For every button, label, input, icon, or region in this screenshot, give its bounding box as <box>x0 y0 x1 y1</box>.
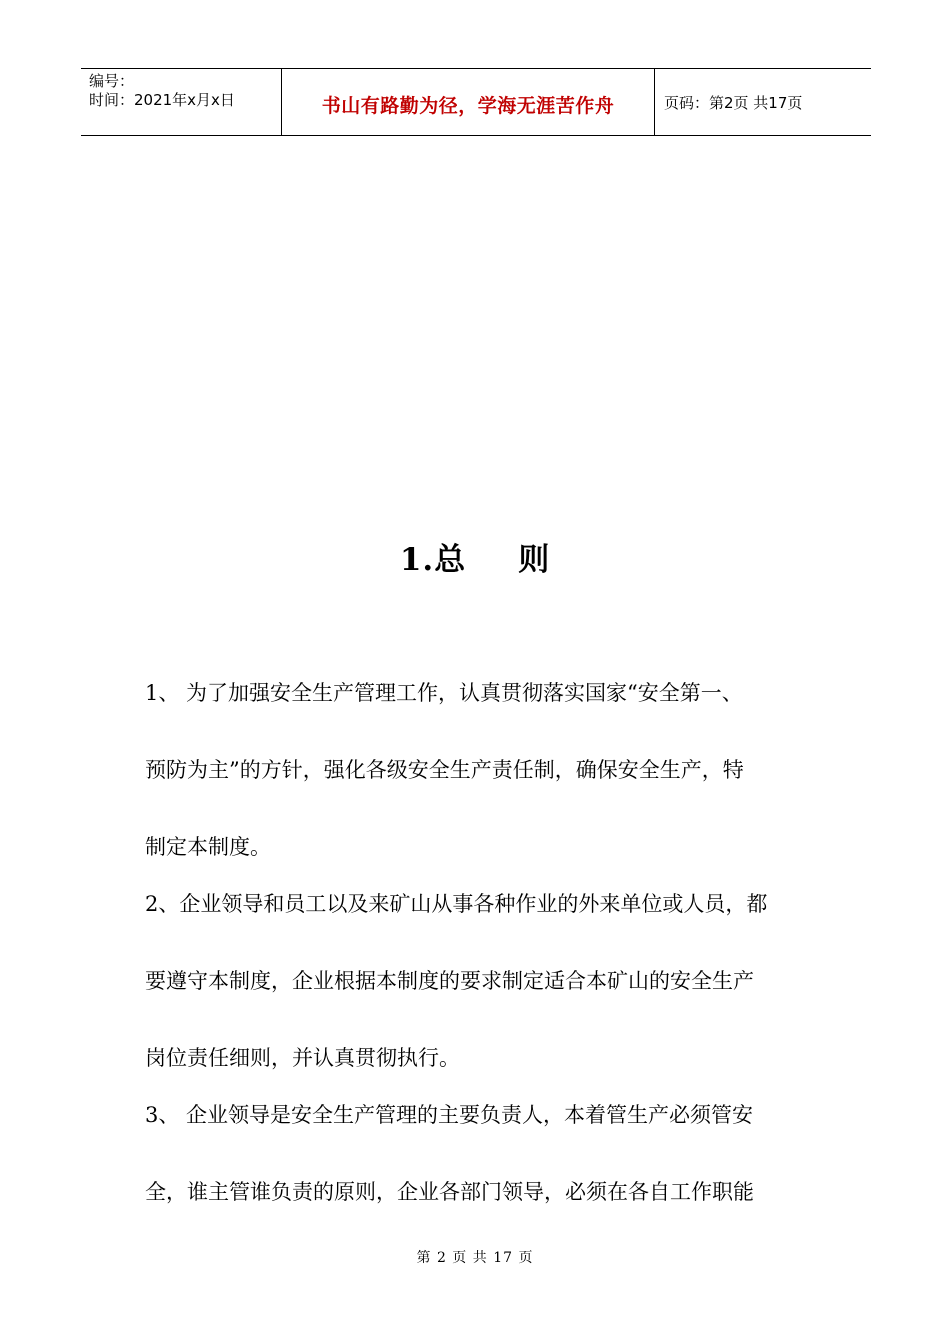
document-date-label: 时间：2021年x月x日 <box>89 91 235 109</box>
paragraph-line: 要遵守本制度，企业根据本制度的要求制定适合本矿山的安全生产 <box>145 969 754 993</box>
header-page-cell <box>655 69 871 135</box>
header-meta-cell <box>81 69 282 135</box>
section-heading <box>0 534 950 579</box>
header-page-label: 页码：第2页 共17页 <box>664 93 803 112</box>
page-footer <box>0 1247 950 1267</box>
section-title-char-1: 总 <box>434 542 467 578</box>
paragraph-line: 全，谁主管谁负责的原则，企业各部门领导，必须在各自工作职能 <box>145 1180 754 1204</box>
footer-page-number: 第 2 页 共 17 页 <box>416 1250 534 1266</box>
section-title-char-2: 则 <box>518 542 551 578</box>
paragraph-3 <box>145 1077 810 1231</box>
paragraph-line: 3、 企业领导是安全生产管理的主要负责人，本着管生产必须管安 <box>145 1103 754 1127</box>
header-motto-cell <box>282 69 655 135</box>
paragraph-line: 预防为主”的方针，强化各级安全生产责任制，确保安全生产，特 <box>145 758 744 782</box>
paragraph-line: 制定本制度。 <box>145 835 271 859</box>
header-motto: 书山有路勤为径，学海无涯苦作舟 <box>321 94 615 117</box>
document-number-label: 编号： <box>89 72 135 90</box>
paragraph-2 <box>145 866 810 1097</box>
paragraph-line: 2、企业领导和员工以及来矿山从事各种作业的外来单位或人员，都 <box>145 892 768 916</box>
paragraph-line: 1、 为了加强安全生产管理工作，认真贯彻落实国家“安全第一、 <box>145 681 743 705</box>
paragraph-line: 岗位责任细则，并认真贯彻执行。 <box>145 1046 460 1070</box>
document-header <box>81 68 871 136</box>
section-number: 1. <box>399 542 435 578</box>
paragraph-1 <box>145 655 810 886</box>
